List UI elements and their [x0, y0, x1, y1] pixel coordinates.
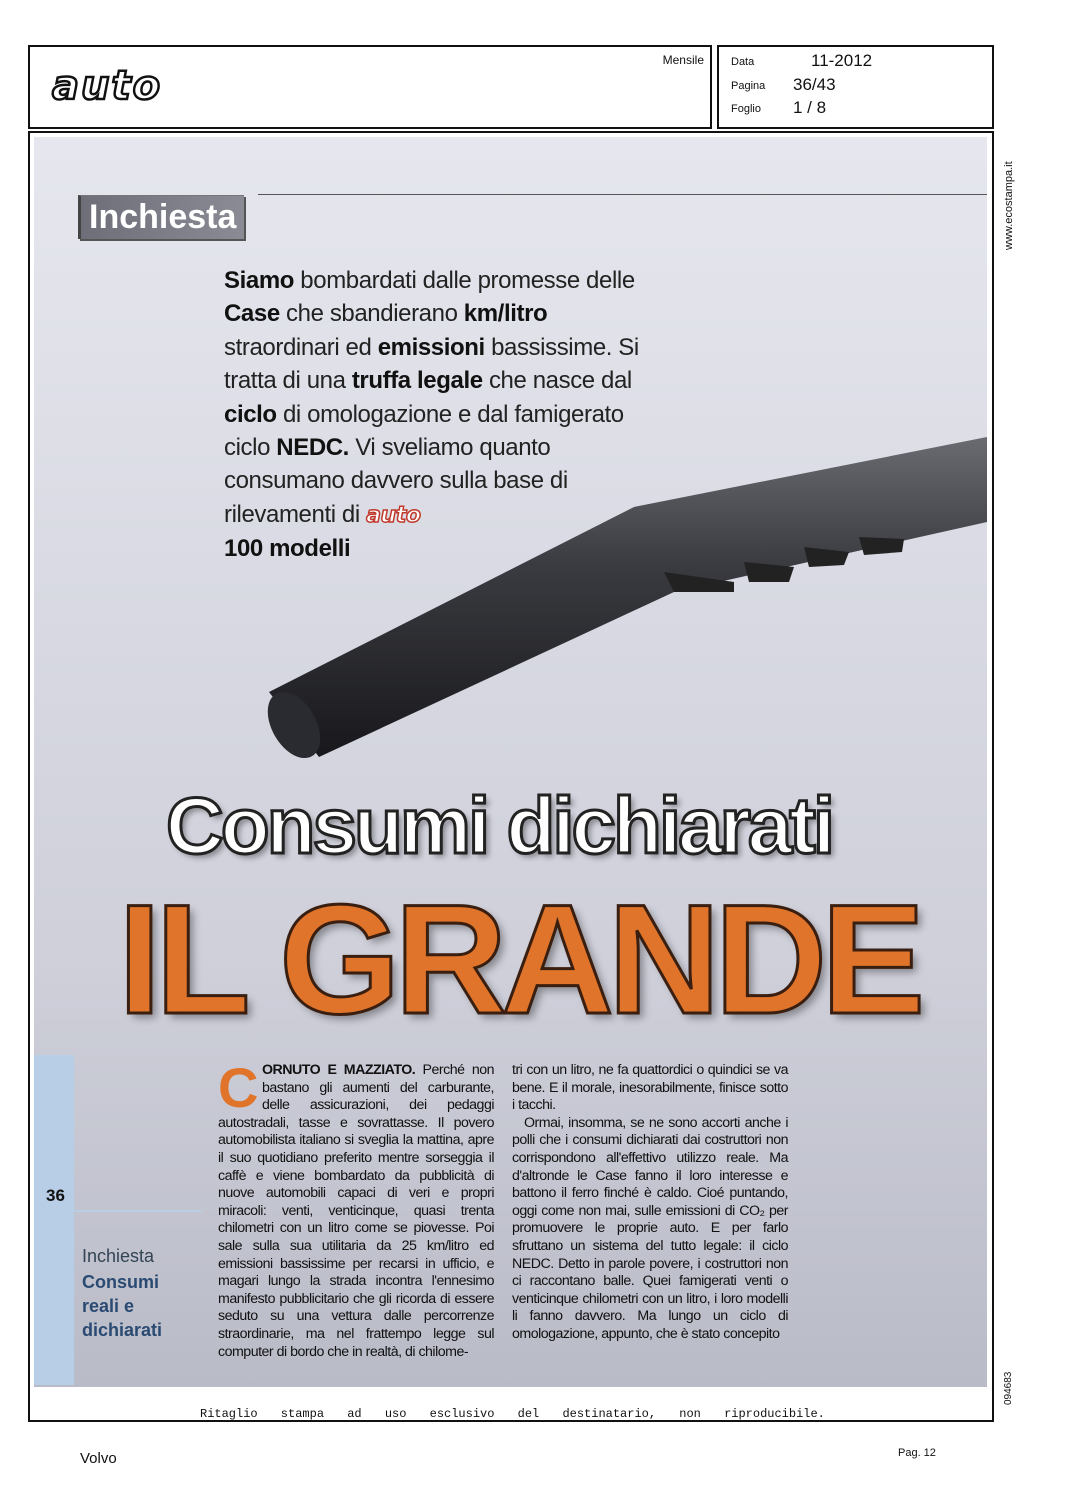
header-meta [717, 45, 994, 129]
headline-primary: Consumi dichiarati [166, 781, 833, 870]
meta-value-page: 36/43 [793, 75, 836, 94]
page-number: 36 [46, 1186, 65, 1205]
header-box [28, 45, 712, 129]
column-1-body: Perché non bastano gli aumenti del carburante, delle assicurazioni, dei pedaggi autostradali, tasse e sovrattasse. Il povero automobilista italiano si sveglia la mattina, apre il suo quotidiano preferito mentre sorseggia il caffè e viene bombardato da pubblicità di nuove automobili capaci di veri e propri miracoli: venti, venticinque, quasi trenta chilometri con un litro come se piovesse. Poi sale sulla sua utilitaria da 25 km/litro ed emissioni bassissime per recarsi in ufficio, e magari lungo la strada incontra l'ennesimo manifesto pubblicitario che gli ricorda di essere seduto su una vettura dalle percorrenze straordinarie, ma nel frattempo legge sul computer di bordo che in realtà, di chilome- [218, 1062, 494, 1360]
intro-bold: NEDC. [276, 434, 349, 462]
sidebar-title: Consumi reali e dichiarati [82, 1272, 163, 1340]
sidebar-rule [74, 1210, 202, 1212]
column-2-paragraph: tri con un litro, ne fa quattordici o quindici se va bene. E il morale, inesorabilmente, finisce sotto i tacchi. [512, 1062, 788, 1114]
side-code: 094683 [1003, 1371, 1014, 1405]
meta-label-page: Pagina [731, 80, 766, 92]
intro-span: che nasce dal [482, 367, 632, 395]
meta-value-date: 11-2012 [811, 51, 873, 70]
drop-cap: C [218, 1056, 258, 1119]
headline-secondary: IL GRANDE [118, 873, 920, 1047]
intro-span: che sbandierano [279, 300, 464, 328]
intro-bold: km/litro [463, 300, 548, 328]
sidebar-strip [34, 1055, 74, 1385]
top-rule [258, 194, 987, 195]
intro-bold: 100 modelli [224, 535, 351, 563]
article-column-2 [512, 1062, 788, 1344]
intro-span: bassissime. Si tratta di una [224, 333, 639, 395]
intro-bold: truffa legale [351, 367, 483, 395]
intro-text [224, 264, 664, 566]
intro-bold: emissioni [377, 333, 485, 361]
intro-span: straordinari ed [224, 333, 378, 361]
frequency-label: Mensile [662, 53, 704, 67]
inline-logo: auto [366, 502, 421, 528]
section-tag: Inchiesta [78, 195, 244, 239]
clipping-notice: Ritaglio stampa ad uso esclusivo del destinatario, non riproducibile. [200, 1407, 825, 1421]
magazine-logo: auto [52, 63, 163, 109]
client-brand: Volvo [80, 1450, 117, 1467]
intro-span: Vi sveliamo quanto consumano davvero sulla base di rilevamenti di [224, 434, 568, 528]
intro-span: bombardati dalle promesse delle [294, 267, 635, 294]
intro-span: di omologazione e dal famigerato ciclo [224, 400, 624, 462]
page-indicator: Pag. 12 [898, 1447, 936, 1459]
lead-in: ORNUTO E MAZZIATO. [261, 1062, 416, 1078]
side-url: www.ecostampa.it [1003, 161, 1015, 250]
intro-bold: Siamo [224, 267, 295, 294]
meta-value-sheet: 1 / 8 [793, 98, 827, 117]
intro-bold: Case [224, 300, 280, 328]
sidebar-category: Inchiesta [82, 1246, 155, 1266]
meta-label-date: Data [731, 56, 755, 68]
article-column-1 [218, 1056, 494, 1361]
column-2-paragraph: Ormai, insomma, se ne sono accorti anche i polli che i consumi dichiarati dai costruttori non corrispondono all'effettivo utilizzo reale. Ma d'altronde le Case fanno il loro interesse e battono il ferro finché è caldo. Cioé puntando, oggi come non mai, sulle emissioni di CO₂ per promuovere le proprie auto. E per farlo sfruttano un sistema del tutto legale: il ciclo NEDC. Detto in parole povere, i costruttori non ci raccontano balle. Quei famigerati venti o venticinque chilometri con un litro, i loro modelli li fanno davvero. Ma lungo un ciclo di omologazione, appunto, che è stato concepito [512, 1114, 788, 1342]
intro-bold: ciclo [224, 400, 277, 428]
meta-label-sheet: Foglio [731, 103, 761, 115]
